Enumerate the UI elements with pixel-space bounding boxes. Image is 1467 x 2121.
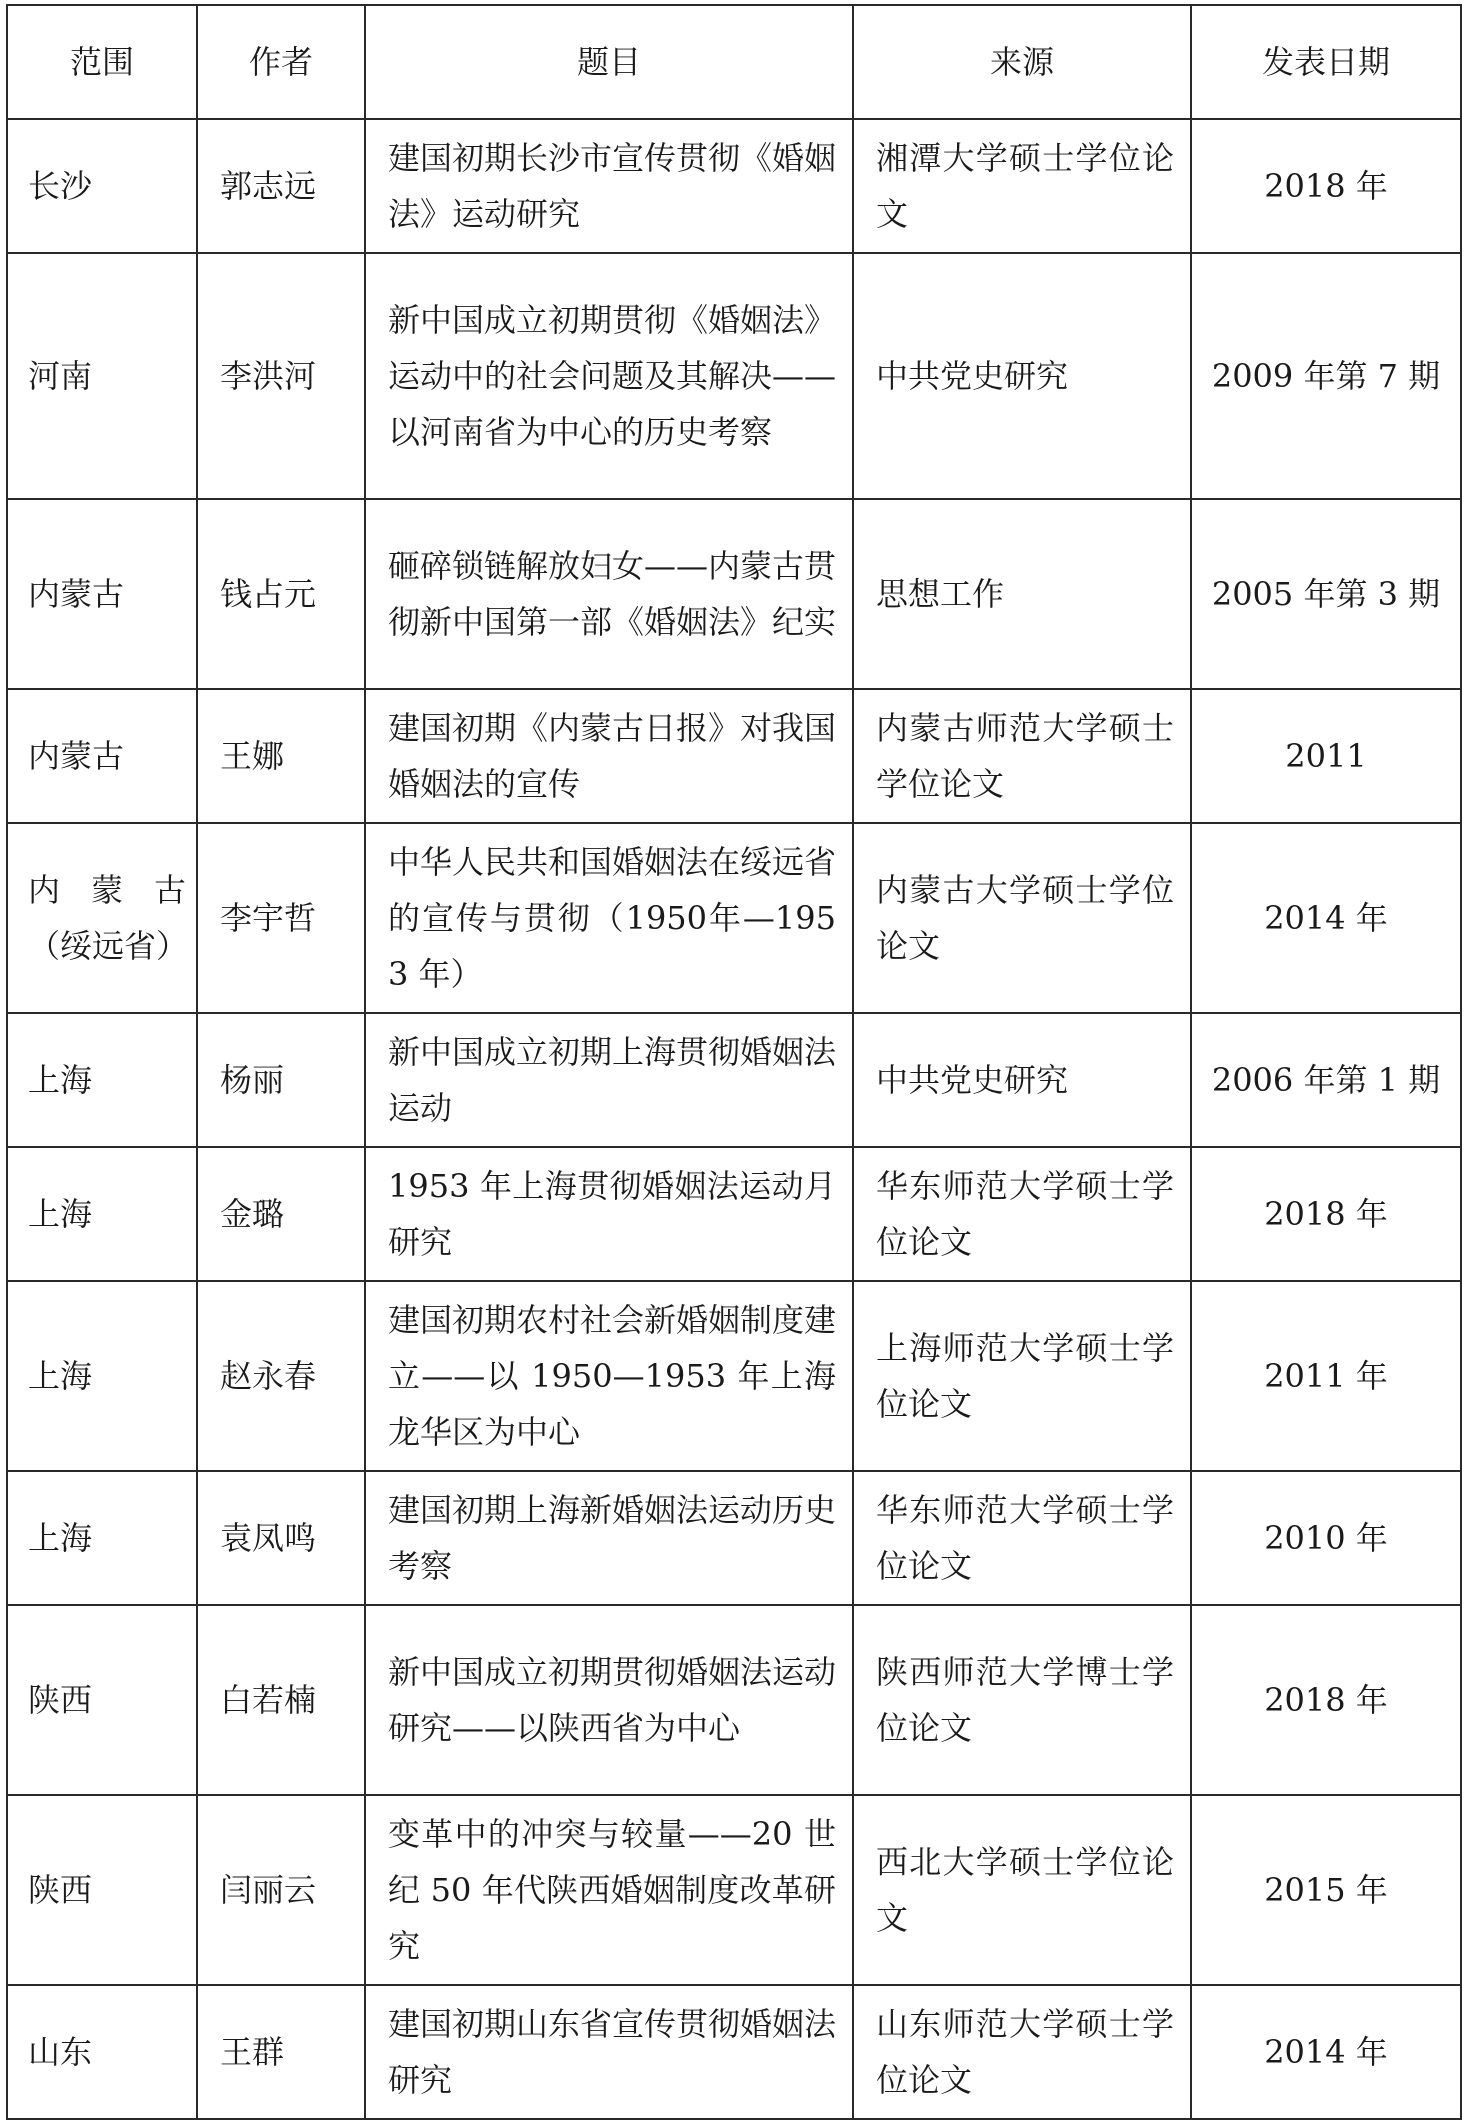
title-cell: 新中国成立初期贯彻婚姻法运动研究——以陕西省为中心 [365,1605,853,1795]
date-cell: 2015 年 [1191,1795,1461,1985]
title-cell: 砸碎锁链解放妇女——内蒙古贯彻新中国第一部《婚姻法》纪实 [365,499,853,689]
source-cell: 湘潭大学硕士学位论文 [853,119,1191,253]
region-cell: 内蒙古 [7,689,197,823]
title-cell: 建国初期上海新婚姻法运动历史考察 [365,1471,853,1605]
table-row [7,499,1461,689]
source-cell: 思想工作 [853,499,1191,689]
date-cell: 2018 年 [1191,1605,1461,1795]
author-cell: 杨丽 [197,1013,365,1147]
author-cell: 金璐 [197,1147,365,1281]
region-cell: 山东 [7,1985,197,2119]
source-cell: 山东师范大学硕士学位论文 [853,1985,1191,2119]
table-row [7,1281,1461,1471]
region-cell: 上海 [7,1281,197,1471]
date-cell: 2014 年 [1191,1985,1461,2119]
author-cell: 王群 [197,1985,365,2119]
author-cell: 李宇哲 [197,823,365,1013]
author-cell: 李洪河 [197,253,365,499]
date-cell: 2014 年 [1191,823,1461,1013]
source-cell: 中共党史研究 [853,253,1191,499]
table-row [7,823,1461,1013]
region-cell: 上海 [7,1471,197,1605]
region-cell: 陕西 [7,1605,197,1795]
title-cell: 1953 年上海贯彻婚姻法运动月研究 [365,1147,853,1281]
header-date: 发表日期 [1191,5,1461,119]
author-cell: 闫丽云 [197,1795,365,1985]
title-cell: 中华人民共和国婚姻法在绥远省的宣传与贯彻（1950年—1953 年） [365,823,853,1013]
region-cell: 陕西 [7,1795,197,1985]
table-row [7,1471,1461,1605]
source-cell: 陕西师范大学博士学位论文 [853,1605,1191,1795]
header-region: 范围 [7,5,197,119]
title-cell: 新中国成立初期上海贯彻婚姻法运动 [365,1013,853,1147]
source-cell: 华东师范大学硕士学位论文 [853,1471,1191,1605]
region-cell: 内蒙古 [7,499,197,689]
source-cell: 中共党史研究 [853,1013,1191,1147]
title-cell: 建国初期长沙市宣传贯彻《婚姻法》运动研究 [365,119,853,253]
source-cell: 内蒙古师范大学硕士学位论文 [853,689,1191,823]
author-cell: 袁凤鸣 [197,1471,365,1605]
author-cell: 王娜 [197,689,365,823]
region-cell: 长沙 [7,119,197,253]
author-cell: 郭志远 [197,119,365,253]
date-cell: 2011 [1191,689,1461,823]
region-cell: 河南 [7,253,197,499]
region-cell: 内蒙古（绥远省） [7,823,197,1013]
source-cell: 内蒙古大学硕士学位论文 [853,823,1191,1013]
date-cell: 2018 年 [1191,119,1461,253]
date-cell: 2006 年第 1 期 [1191,1013,1461,1147]
header-source: 来源 [853,5,1191,119]
date-cell: 2018 年 [1191,1147,1461,1281]
title-cell: 变革中的冲突与较量——20 世纪 50 年代陕西婚姻制度改革研究 [365,1795,853,1985]
title-cell: 建国初期农村社会新婚姻制度建立——以 1950—1953 年上海龙华区为中心 [365,1281,853,1471]
title-cell: 新中国成立初期贯彻《婚姻法》运动中的社会问题及其解决——以河南省为中心的历史考察 [365,253,853,499]
source-cell: 西北大学硕士学位论文 [853,1795,1191,1985]
literature-table [6,4,1462,2120]
date-cell: 2005 年第 3 期 [1191,499,1461,689]
date-cell: 2009 年第 7 期 [1191,253,1461,499]
table-row [7,1985,1461,2119]
author-cell: 白若楠 [197,1605,365,1795]
table-row [7,1605,1461,1795]
table-row [7,253,1461,499]
region-cell: 上海 [7,1013,197,1147]
date-cell: 2011 年 [1191,1281,1461,1471]
source-cell: 上海师范大学硕士学位论文 [853,1281,1191,1471]
region-cell: 上海 [7,1147,197,1281]
title-cell: 建国初期山东省宣传贯彻婚姻法研究 [365,1985,853,2119]
table-row [7,689,1461,823]
title-cell: 建国初期《内蒙古日报》对我国婚姻法的宣传 [365,689,853,823]
header-row [7,5,1461,119]
table-row [7,1147,1461,1281]
source-cell: 华东师范大学硕士学位论文 [853,1147,1191,1281]
author-cell: 赵永春 [197,1281,365,1471]
date-cell: 2010 年 [1191,1471,1461,1605]
header-author: 作者 [197,5,365,119]
author-cell: 钱占元 [197,499,365,689]
table-row [7,1795,1461,1985]
header-title: 题目 [365,5,853,119]
table-row [7,119,1461,253]
table-row [7,1013,1461,1147]
